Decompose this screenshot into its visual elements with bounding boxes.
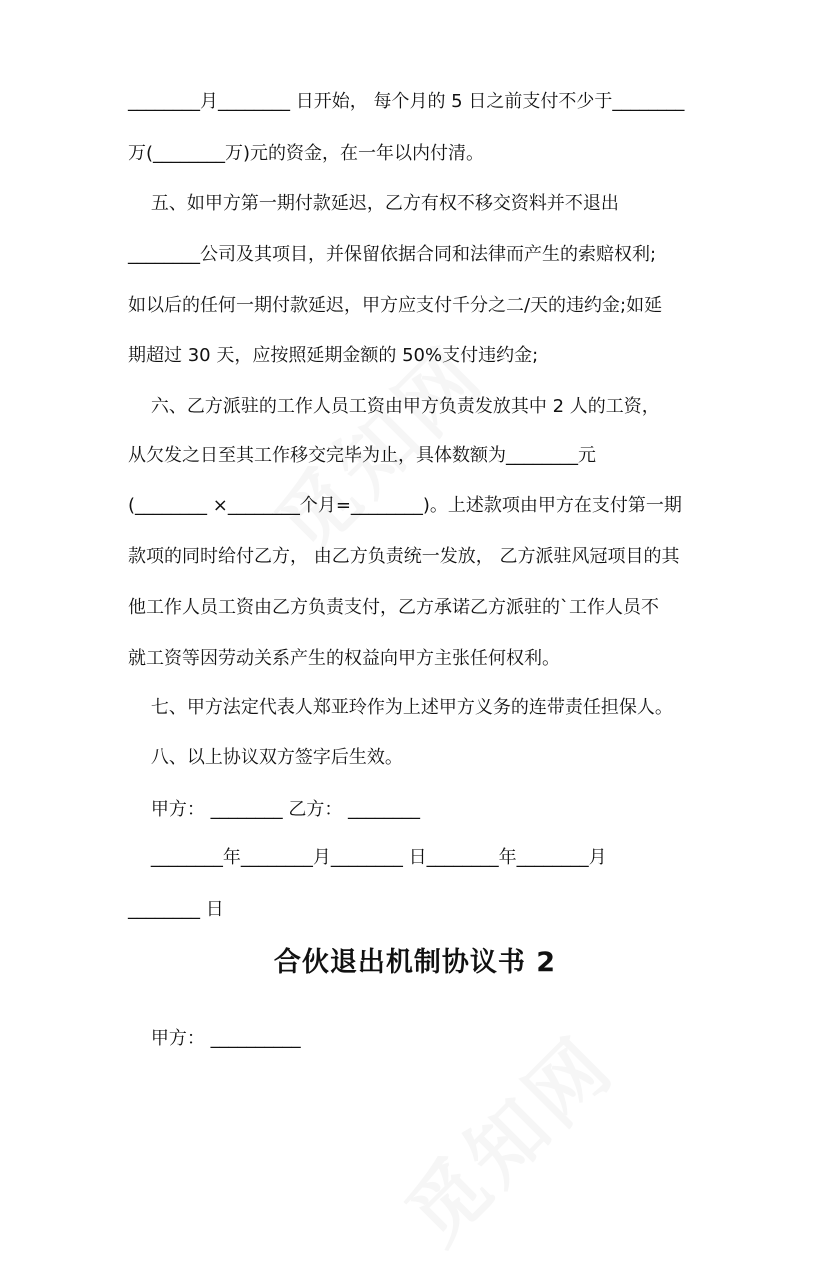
date-line: ________ 日 (128, 899, 224, 920)
body-line: ________月________ 日开始， 每个月的 5 日之前支付不少于________ (128, 91, 685, 112)
body-line: 期超过 30 天，应按照延期金额的 50%支付违约金; (128, 345, 539, 366)
body-line: ________公司及其项目，并保留依据合同和法律而产生的索赔权利; (128, 244, 657, 265)
date-line: ________年________月________ 日________年________月 (128, 847, 607, 868)
body-line: 万(________万)元的资金，在一年以内付清。 (128, 143, 485, 164)
body-line: 就工资等因劳动关系产生的权益向甲方主张任何权利。 (128, 648, 560, 669)
body-line: 他工作人员工资由乙方负责支付，乙方承诺乙方派驻的`工作人员不 (128, 597, 659, 618)
body-line: 如以后的任何一期付款延迟，甲方应支付千分之二/天的违约金;如延 (128, 295, 663, 316)
body-line: 从欠发之日至其工作移交完毕为止，具体数额为________元 (128, 445, 596, 466)
clause-5-line: 五、如甲方第一期付款延迟，乙方有权不移交资料并不退出 (128, 193, 619, 214)
party-a-line: 甲方： __________ (128, 1028, 301, 1049)
signature-line: 甲方： ________ 乙方： ________ (128, 799, 421, 820)
clause-6-line: 六、乙方派驻的工作人员工资由甲方负责发放其中 2 人的工资， (128, 396, 660, 417)
body-line: 款项的同时给付乙方， 由乙方负责统一发放， 乙方派驻风冠项目的其 (128, 546, 680, 567)
clause-7-line: 七、甲方法定代表人郑亚玲作为上述甲方义务的连带责任担保人。 (128, 697, 673, 718)
document-title: 合伙退出机制协议书 2 (273, 947, 557, 978)
body-line: (________ ×________个月=________)。上述款项由甲方在支付第一期 (128, 495, 682, 516)
clause-8-line: 八、以上协议双方签字后生效。 (128, 747, 403, 768)
